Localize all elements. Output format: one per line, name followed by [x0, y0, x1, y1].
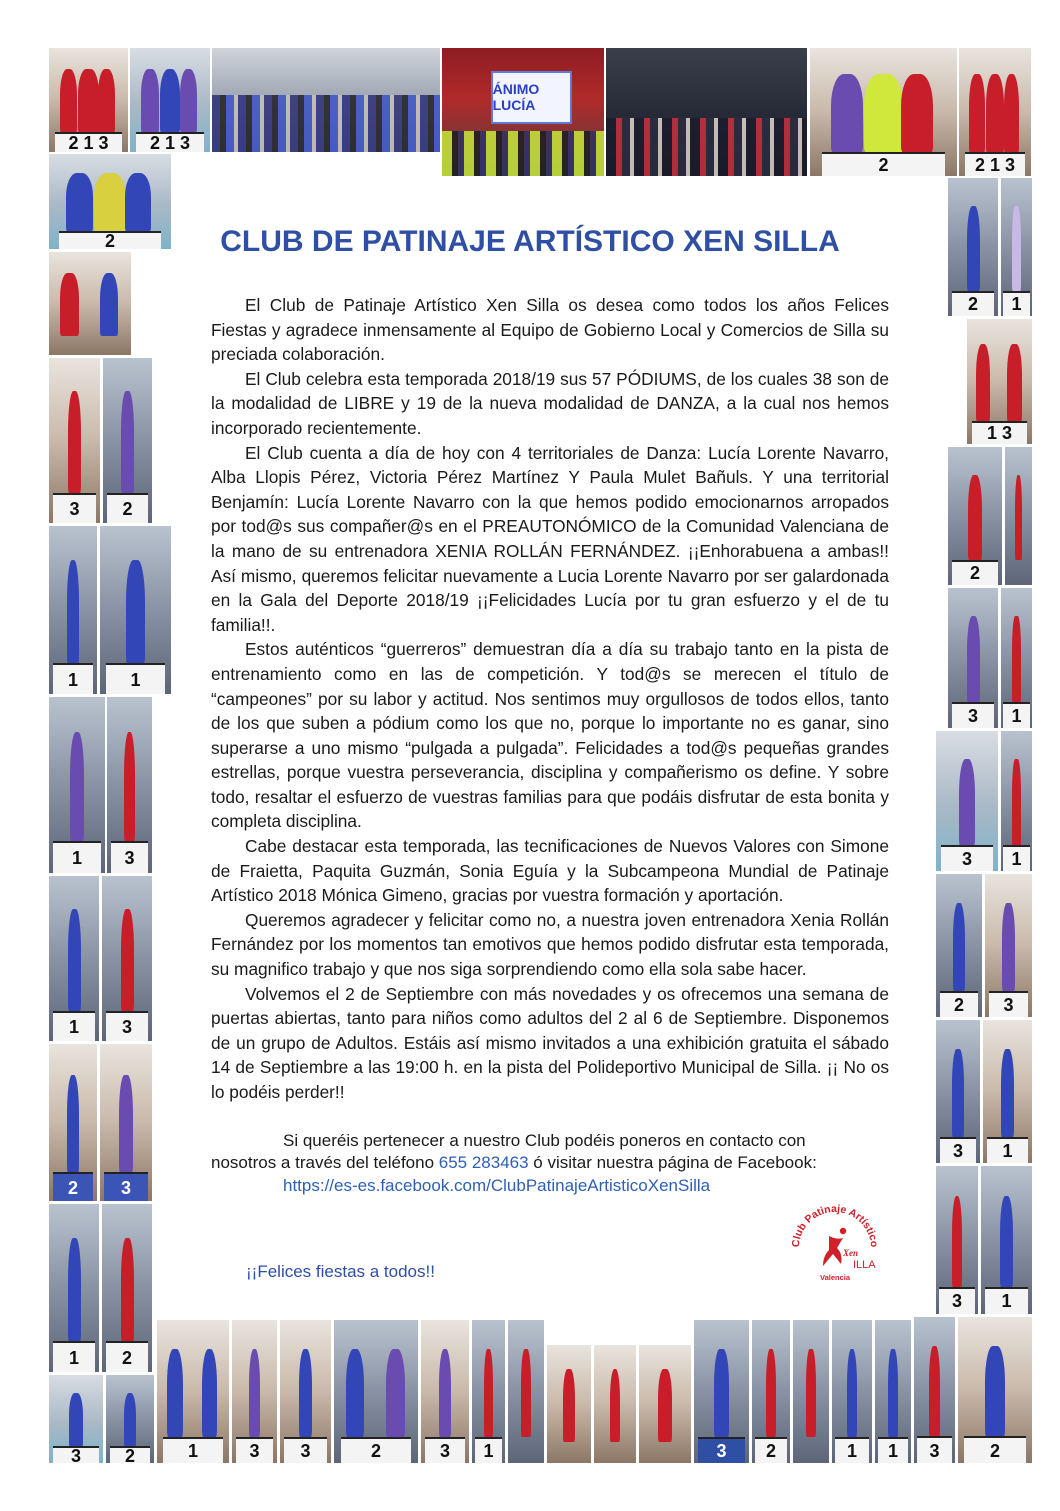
- photo-left-14: 2: [102, 1204, 152, 1372]
- phone-number[interactable]: 655 283463: [438, 1153, 529, 1172]
- closing-greeting: ¡¡Felices fiestas a todos!!: [246, 1262, 435, 1281]
- photo-right-13: 1: [983, 1020, 1032, 1163]
- photo-right-11: 3: [985, 874, 1032, 1017]
- paragraph-podiums: El Club celebra esta temporada 2018/19 sus 57 PÓDIUMS, de los cuales 38 son de la modalidad de LIBRE y 19 de la nueva modalidad de DANZA, a la cual nos hemos incorporado recientemente.: [211, 368, 889, 438]
- photo-podium-top-1: 2 1 3: [49, 48, 128, 152]
- paragraph-territoriales: El Club cuenta a día de hoy con 4 territoriales de Danza: Lucía Lorente Navarro, Alba Llopis Pérez, Victoria Pérez Martínez Y Paula Mulet Bañuls. Y una territorial Benjamín: Lucía Lorente Navarro con la que hemos podido emocionarnos arropados por tod@s sus compañer@s en el PREAUTONÓMICO de la Comunidad Valenciana de la mano de su entrenadora XENIA ROLLÁN FERNÁNDEZ. ¡¡Enhorabuena a ambas!! Así mismo, queremos felicitar nuevamente a Lucia Lorente Navarro por ser galardonada en la Gala del Deporte 2018/19 ¡¡Felicidades Lucía por tu gran esfuerzo y el de tu familia!!.: [211, 442, 889, 635]
- photo-right-5: [1005, 447, 1032, 585]
- photo-podium-top-3: 2: [810, 48, 957, 176]
- photo-bottom-18: 3: [914, 1317, 955, 1463]
- photo-bottom-13: 3: [694, 1320, 749, 1463]
- photo-team-group: [212, 48, 440, 152]
- contact-line-2-b: ó visitar nuestra página de Facebook:: [528, 1153, 817, 1172]
- photo-banner-group: [442, 48, 604, 176]
- support-banner: ÁNIMO LUCÍA: [491, 71, 573, 124]
- paragraph-tecnificaciones: Cabe destacar esta temporada, las tecnificaciones de Nuevos Valores con Simone de Fraietta, Paquita Guzmán, Sonia Eguía y la Subcampeona Mundial de Patinaje Artístico 2018 Mónica Gimeno, gracias por vuestra formación y aportación.: [211, 836, 889, 906]
- skater-icon: [823, 1236, 843, 1266]
- photo-left-11: 2: [49, 1044, 97, 1201]
- paragraph-septiembre: Volvemos el 2 de Septiembre con más novedades y os ofrecemos una semana de puertas abiertas, tanto para niños como adultos del 2 al 6 de Septiembre. Disponemos de un grupo de Adultos. Estáis así mismo invitados a una exhibición gratuita el sábado 14 de Septiembre a las 19:00 h. en la pista del Polideportivo Municipal de Silla. ¡¡ No os lo podéis perder!!: [211, 983, 889, 1102]
- photo-left-9: 1: [49, 876, 99, 1041]
- contact-block: [211, 1130, 891, 1174]
- photo-podium-top-2: 2 1 3: [130, 48, 210, 152]
- photo-right-12: 3: [936, 1020, 980, 1163]
- paragraph-guerreros: Estos auténticos “guerreros” demuestran día a día su trabajo tanto en la pista de entrenamiento como en las de competición. Y tod@s se merecen el título de “campeones” por su labor y actitud. Nos sentimos muy orgullosos de todos ellos, tanto de los que suben a pódium como los que no, porque lo importante no es ganar, sino superarse a uno mismo “pulgada a pulgada”. Felicidades a tod@s pequeñas grandes estrellas, porque vuestra perseverancia, disciplina y compañerismo os define. Y sobre todo, resaltar el esfuerzo de vuestras familias para que podáis disfrutar de esta bonita y completa disciplina.: [211, 639, 889, 832]
- facebook-link[interactable]: https://es-es.facebook.com/ClubPatinajeArtisticoXenSilla: [283, 1176, 711, 1195]
- photo-bottom-4: 3: [232, 1320, 277, 1463]
- photo-right-4: 2: [948, 447, 1002, 585]
- photo-left-8: 3: [107, 697, 152, 873]
- photo-gala-group: [606, 48, 807, 176]
- photo-bottom-3: 1: [157, 1320, 229, 1463]
- photo-bottom-14: 2: [752, 1320, 790, 1463]
- photo-bottom-19: 2: [958, 1317, 1032, 1463]
- paragraph-intro: El Club de Patinaje Artístico Xen Silla os desea como todos los años Felices Fiestas y agradece inmensamente al Equipo de Gobierno Local y Comercios de Silla su preciada colaboración.: [211, 295, 889, 365]
- photo-right-10: 2: [936, 874, 982, 1017]
- photo-bottom-8: 1: [472, 1320, 505, 1463]
- photo-podium-top-4: 2 1 3: [959, 48, 1031, 176]
- photo-left-6: 1: [100, 526, 171, 694]
- photo-bottom-17: 1: [875, 1320, 911, 1463]
- logo-xen-text: Xen: [843, 1248, 859, 1258]
- photo-left-13: 1: [49, 1204, 99, 1372]
- photo-bottom-15: [793, 1320, 829, 1463]
- club-logo: [785, 1198, 885, 1282]
- photo-left-1: 2: [49, 154, 171, 249]
- photo-right-9: 1: [1001, 731, 1032, 871]
- paragraph-entrenadora: Queremos agradecer y felicitar como no, a nuestra joven entrenadora Xenia Rollán Fernández por los momentos tan emotivos que hemos podido disfrutar esta temporada, su magnifico trabajo y que nos siga sorprendiendo como ella sola sabe hacer.: [211, 909, 889, 980]
- skater-head-icon: [840, 1228, 846, 1234]
- contact-line-2: [211, 1152, 891, 1174]
- logo-illa-text: ILLA: [853, 1259, 876, 1271]
- photo-bottom-5: 3: [280, 1320, 331, 1463]
- photo-left-5: 1: [49, 526, 97, 694]
- photo-right-2: 1: [1001, 178, 1032, 316]
- photo-right-3: 1 3: [967, 319, 1032, 444]
- photo-left-10: 3: [102, 876, 152, 1041]
- photo-left-7: 1: [49, 697, 105, 873]
- photo-left-3: 3: [49, 358, 100, 523]
- logo-city-text: Valencia: [819, 1273, 851, 1282]
- contact-line-1: Si queréis pertenecer a nuestro Club podéis poneros en contacto con: [283, 1131, 806, 1150]
- photo-left-4: 2: [103, 358, 152, 523]
- logo-arc-text: Club Patinaje Artístico: [789, 1202, 881, 1248]
- photo-bottom-12: [639, 1345, 691, 1463]
- photo-right-8: 3: [936, 731, 998, 871]
- photo-bottom-16: 1: [832, 1320, 872, 1463]
- photo-bottom-1: 3: [49, 1375, 103, 1463]
- photo-bottom-9: [508, 1320, 544, 1463]
- photo-bottom-6: 2: [334, 1320, 418, 1463]
- article-body: [211, 293, 889, 1105]
- photo-bottom-7: 3: [421, 1320, 469, 1463]
- photo-right-15: 1: [981, 1166, 1032, 1314]
- photo-bottom-10: [547, 1345, 591, 1463]
- photo-left-12: 3: [100, 1044, 152, 1201]
- photo-right-1: 2: [948, 178, 998, 316]
- photo-right-14: 3: [936, 1166, 978, 1314]
- photo-bottom-11: [594, 1345, 636, 1463]
- photo-bottom-2: 2: [106, 1375, 154, 1463]
- article-title: CLUB DE PATINAJE ARTÍSTICO XEN SILLA: [220, 225, 840, 258]
- contact-line-2-a: nosotros a través del teléfono: [211, 1153, 439, 1172]
- photo-right-7: 1: [1001, 588, 1032, 728]
- photo-right-6: 3: [948, 588, 998, 728]
- photo-left-2: [49, 252, 131, 355]
